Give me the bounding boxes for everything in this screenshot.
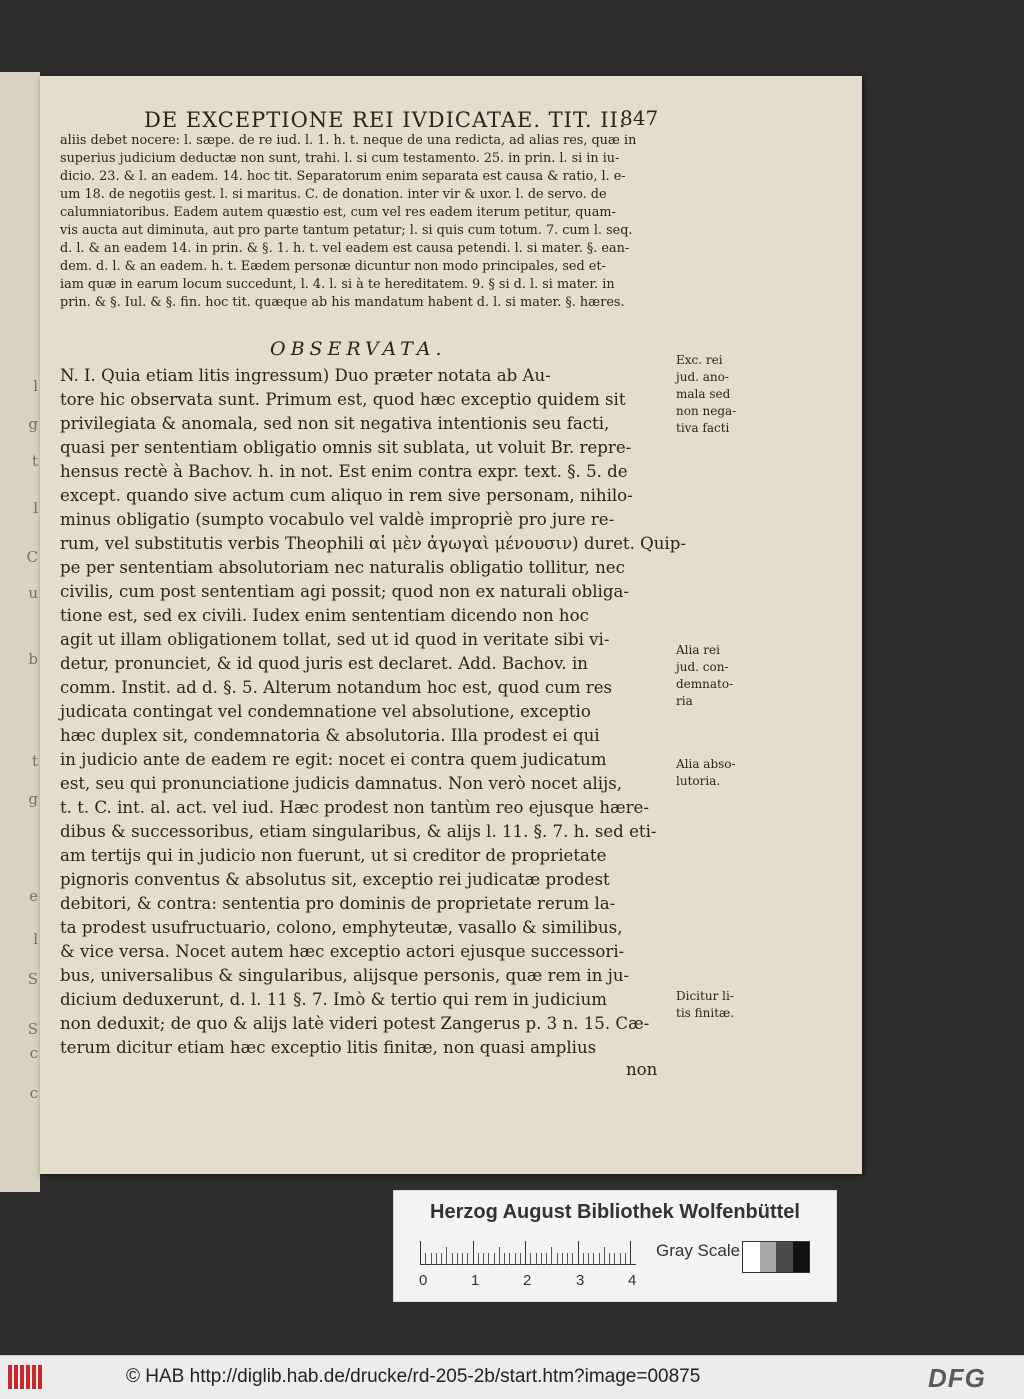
text-line: dicio. 23. & l. an eadem. 14. hoc tit. Separatorum enim separata est causa & ratio, l. e-	[60, 169, 626, 184]
marginal-line: jud. ano-	[676, 370, 729, 384]
main-text-line: in judicio ante de eadem re egit: nocet ei contra quem judicatum	[60, 750, 607, 769]
prev-page-fragment: b	[28, 650, 38, 668]
marginal-note	[676, 988, 760, 1022]
scale-ruler	[420, 1239, 636, 1273]
prev-page-fragment: S	[27, 970, 38, 988]
ruler-tick	[446, 1247, 447, 1265]
prev-page-fragment: u	[28, 584, 38, 602]
running-head: DE EXCEPTIONE REI IVDICATAE. TIT. II.	[144, 108, 627, 132]
text-line: vis aucta aut diminuta, aut pro parte tantum petatur; l. si quis cum totum. 7. cum l. seq.	[60, 223, 633, 238]
main-text-line: judicata contingat vel condemnatione vel absolutione, exceptio	[60, 702, 591, 721]
main-text-line: pe per sententiam absolutoriam nec naturalis obligatio tollitur, nec	[60, 558, 625, 577]
marginal-line: jud. con-	[676, 660, 729, 674]
main-text-line: quasi per sententiam obligatio omnis sit sublata, ut voluit Br. repre-	[60, 438, 632, 457]
marginal-note	[676, 756, 760, 790]
section-heading: OBSERVATA.	[270, 338, 447, 360]
main-text-line: terum dicitur etiam hæc exceptio litis finitæ, non quasi amplius	[60, 1038, 597, 1057]
grayscale-label: Gray Scale	[656, 1241, 741, 1260]
footer-url-text[interactable]: © HAB http://diglib.hab.de/drucke/rd-205-2b/start.htm?image=00875	[126, 1366, 701, 1387]
ruler-number: 2	[523, 1272, 532, 1289]
prev-page-fragment: g	[28, 790, 38, 808]
main-text-line: rum, vel substitutis verbis Theophili αἱ μὲν ἀγωγαὶ μένουσιν) duret. Quip-	[60, 534, 686, 553]
main-text-line: bus, universalibus & singularibus, alijsque personis, quæ rem in ju-	[60, 966, 630, 985]
prev-page-fragment: l	[33, 377, 38, 395]
ruler-tick	[530, 1253, 531, 1265]
book-page	[40, 76, 862, 1174]
ruler-tick	[457, 1253, 458, 1265]
marginal-line: demnato-	[676, 677, 734, 691]
grayscale-patch	[793, 1242, 810, 1272]
main-text-line: ta prodest usufructuario, colono, emphyteutæ, vasallo & similibus,	[60, 918, 623, 937]
text-line: dem. d. l. & an eadem. h. t. Eædem personæ dicuntur non modo principales, sed et-	[60, 259, 606, 274]
ruler-tick	[441, 1253, 442, 1265]
ruler-tick	[494, 1253, 495, 1265]
dfg-logo: DFG	[928, 1363, 986, 1393]
ruler-tick	[588, 1253, 589, 1265]
main-text-line: hæc duplex sit, condemnatoria & absolutoria. Illa prodest ei qui	[60, 726, 600, 745]
ruler-tick	[614, 1253, 615, 1265]
previous-page-edge	[0, 72, 40, 1192]
ruler-tick	[483, 1253, 484, 1265]
ruler-tick	[452, 1253, 453, 1265]
ruler-tick	[567, 1253, 568, 1265]
ruler-tick	[551, 1247, 552, 1265]
ruler-tick	[520, 1253, 521, 1265]
main-text-line: est, seu qui pronunciatione judicis damnatus. Non verò nocet alijs,	[60, 774, 623, 793]
marginal-line: Alia abso-	[676, 757, 736, 771]
prev-page-fragment: l	[33, 930, 38, 948]
text-line: prin. & §. Iul. & §. fin. hoc tit. quæque ab his mandatum habent d. l. si mater. §. hæres.	[60, 295, 625, 310]
prev-page-fragment: t	[31, 452, 38, 470]
main-text-line: N. I. Quia etiam litis ingressum) Duo præter notata ab Au-	[60, 366, 551, 385]
ruler-tick	[578, 1241, 579, 1265]
ruler-tick	[599, 1253, 600, 1265]
ruler-tick	[541, 1253, 542, 1265]
main-text-line: agit ut illam obligationem tollat, sed ut id quod in veritate sibi vi-	[60, 630, 610, 649]
ruler-tick	[625, 1253, 626, 1265]
main-text-line: am tertijs qui in judicio non fuerunt, ut si creditor de proprietate	[60, 846, 607, 865]
main-text-line: privilegiata & anomala, sed non sit negativa intentionis seu facti,	[60, 414, 610, 433]
text-line: um 18. de negotiis gest. l. si maritus. C. de donation. inter vir & uxor. l. de servo. de	[60, 187, 607, 202]
footer-bar	[0, 1355, 1024, 1399]
ruler-tick	[462, 1253, 463, 1265]
ruler-tick	[436, 1253, 437, 1265]
text-line: aliis debet nocere: l. sæpe. de re iud. l. 1. h. t. neque de una redicta, ad alias res, quæ in	[60, 133, 637, 148]
ruler-tick	[504, 1253, 505, 1265]
ruler-tick	[467, 1253, 468, 1265]
prev-page-fragment: c	[29, 1044, 38, 1062]
hab-logo-icon	[8, 1365, 42, 1389]
ruler-tick	[509, 1253, 510, 1265]
marginal-line: non nega-	[676, 404, 737, 418]
ruler-tick	[620, 1253, 621, 1265]
library-name: Herzog August Bibliothek Wolfenbüttel	[430, 1201, 800, 1223]
marginal-line: ria	[676, 694, 693, 708]
catchword: non	[626, 1060, 658, 1079]
ruler-number: 1	[471, 1272, 480, 1289]
text-line: calumniatoribus. Eadem autem quæstio est, cum vel res eadem iterum petitur, quam-	[60, 205, 616, 220]
marginal-note	[676, 352, 760, 437]
marginal-note	[676, 642, 760, 710]
main-text-line: dibus & successoribus, etiam singularibus, & alijs l. 11. §. 7. h. sed eti-	[60, 822, 657, 841]
ruler-number: 4	[628, 1272, 637, 1289]
main-text-line: minus obligatio (sumpto vocabulo vel valdè impropriè pro jure re-	[60, 510, 615, 529]
ruler-tick	[488, 1253, 489, 1265]
ruler-tick	[630, 1241, 631, 1265]
ruler-tick	[499, 1247, 500, 1265]
marginal-line: tis finitæ.	[676, 1006, 735, 1020]
main-text-line: non deduxit; de quo & alijs latè videri potest Zangerus p. 3 n. 15. Cæ-	[60, 1014, 650, 1033]
prev-page-fragment: e	[29, 887, 38, 905]
marginal-line: lutoria.	[676, 774, 721, 788]
ruler-tick	[546, 1253, 547, 1265]
ruler-tick	[431, 1253, 432, 1265]
ruler-number: 3	[576, 1272, 585, 1289]
prev-page-fragment: l	[33, 499, 38, 517]
main-text-line: except. quando sive actum cum aliquo in rem sive personam, nihilo-	[60, 486, 633, 505]
page-number: 847	[620, 106, 659, 130]
text-line: superius judicium deductæ non sunt, trahi. l. si cum testamento. 25. in prin. l. si in iu-	[60, 151, 620, 166]
main-text-line: & vice versa. Nocet autem hæc exceptio actori ejusque successori-	[60, 942, 625, 961]
ruler-tick	[473, 1241, 474, 1265]
main-text-line: comm. Instit. ad d. §. 5. Alterum notandum hoc est, quod cum res	[60, 678, 613, 697]
marginal-line: tiva facti	[676, 421, 730, 435]
ruler-tick	[583, 1253, 584, 1265]
main-text-line: detur, pronunciet, & id quod juris est declaret. Add. Bachov. in	[60, 654, 588, 673]
ruler-number: 0	[419, 1272, 428, 1289]
main-text-line: t. t. C. int. al. act. vel iud. Hæc prodest non tantùm reo ejusque hære-	[60, 798, 649, 817]
marginal-line: Exc. rei	[676, 353, 723, 367]
main-text-line: hensus rectè à Bachov. h. in not. Est enim contra expr. text. §. 5. de	[60, 462, 628, 481]
ruler-tick	[604, 1247, 605, 1265]
main-text-line: dicium deduxerunt, d. l. 11 §. 7. Imò & tertio qui rem in judicium	[60, 990, 608, 1009]
marginal-line: Alia rei	[676, 643, 720, 657]
main-text-line: pignoris conventus & absolutus sit, exceptio rei judicatæ prodest	[60, 870, 610, 889]
main-text-line: debitori, & contra: sententia pro dominis de proprietate rerum la-	[60, 894, 616, 913]
ruler-tick	[425, 1253, 426, 1265]
prev-page-fragment: g	[28, 415, 38, 433]
ruler-tick	[557, 1253, 558, 1265]
ruler-tick	[593, 1253, 594, 1265]
ruler-tick	[478, 1253, 479, 1265]
grayscale-strip	[742, 1241, 810, 1273]
ruler-tick	[420, 1241, 421, 1265]
marginal-line: Dicitur li-	[676, 989, 734, 1003]
text-line: iam quæ in earum locum succedunt, l. 4. l. si à te hereditatem. 9. § si d. l. si mater. in	[60, 277, 615, 292]
prev-page-fragment: C	[26, 548, 38, 566]
prev-page-fragment: t	[31, 752, 38, 770]
marginal-line: mala sed	[676, 387, 731, 401]
main-text-line: tore hic observata sunt. Primum est, quod hæc exceptio quidem sit	[60, 390, 626, 409]
main-text-line: civilis, cum post sententiam agi possit; quod non ex naturali obliga-	[60, 582, 629, 601]
text-line: d. l. & an eadem 14. in prin. & §. 1. h. t. vel eadem est causa petendi. l. si mater. §. ean-	[60, 241, 630, 256]
ruler-tick	[572, 1253, 573, 1265]
ruler-tick	[536, 1253, 537, 1265]
grayscale-patch	[760, 1242, 777, 1272]
ruler-tick	[562, 1253, 563, 1265]
ruler-tick	[525, 1241, 526, 1265]
grayscale-patch	[743, 1242, 760, 1272]
prev-page-fragment: c	[29, 1084, 38, 1102]
prev-page-fragment: S	[27, 1020, 38, 1038]
color-target-card	[393, 1190, 837, 1302]
ruler-tick	[609, 1253, 610, 1265]
ruler-tick	[515, 1253, 516, 1265]
grayscale-patch	[776, 1242, 793, 1272]
main-text-line: tione est, sed ex civili. Iudex enim sententiam dicendo non hoc	[60, 606, 589, 625]
